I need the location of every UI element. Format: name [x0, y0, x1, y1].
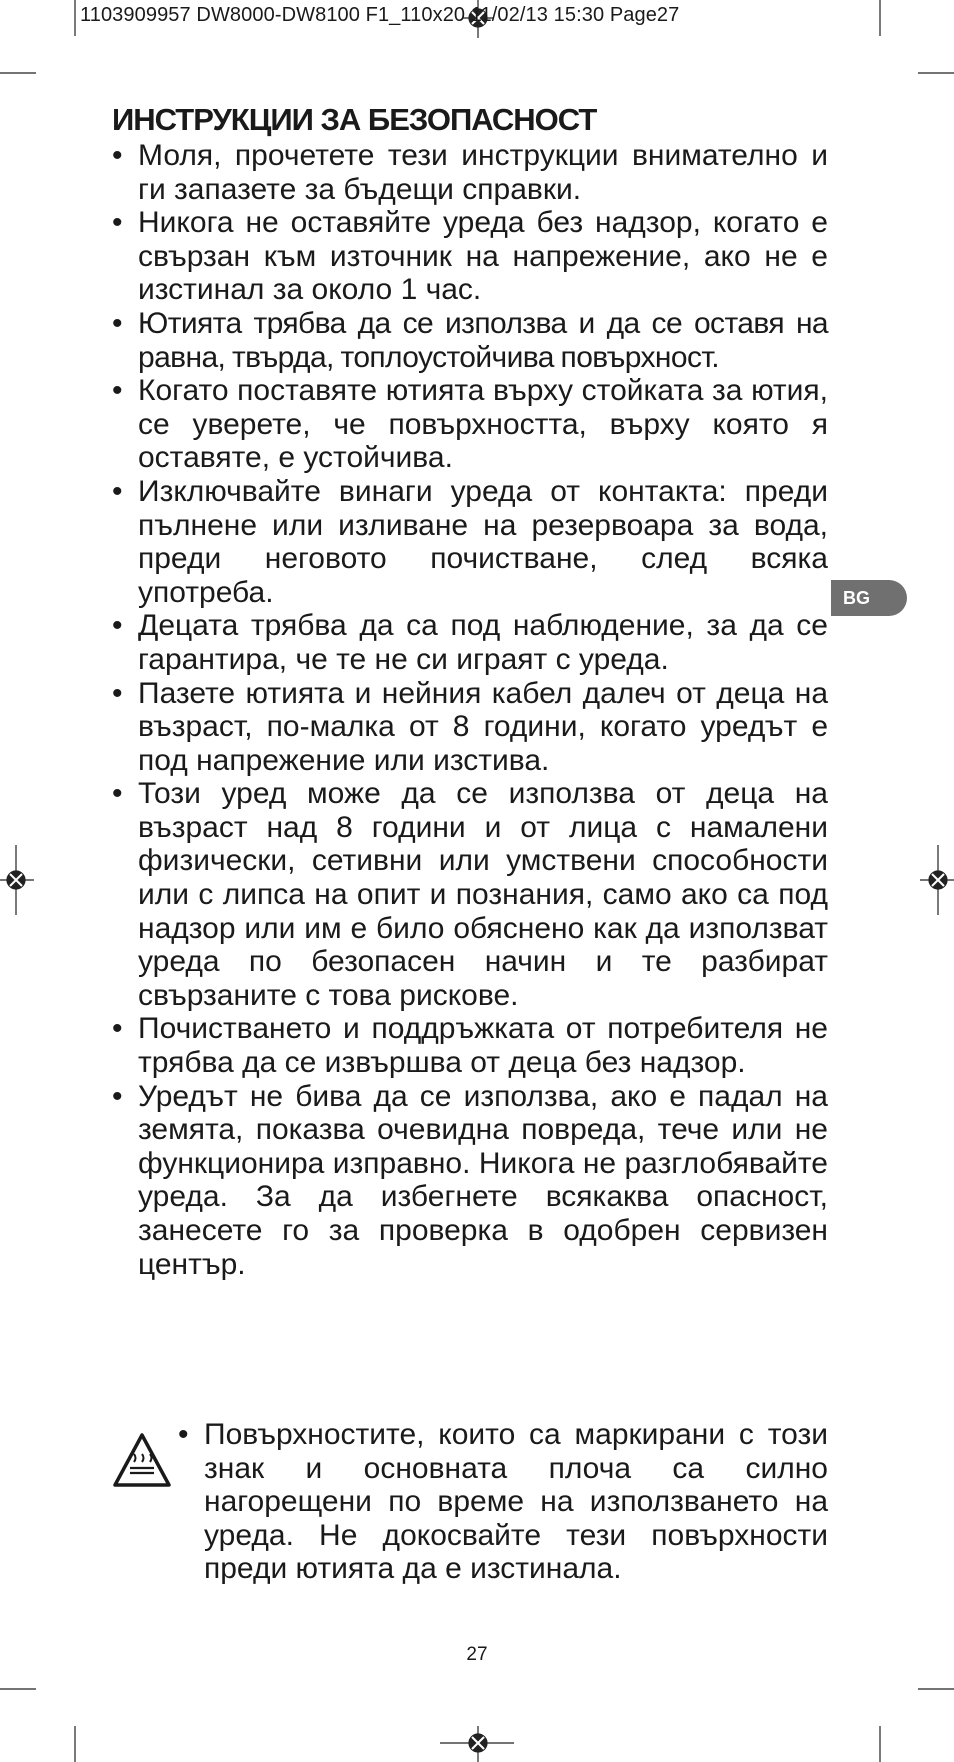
hot-surface-warning-icon [112, 1432, 172, 1488]
item-text: Децата трябва да са под наблюдение, за да се гарантира, че те не си играят с уреда. [138, 609, 828, 676]
list-item [112, 374, 828, 475]
bullet: • [112, 474, 123, 508]
list-item [112, 139, 828, 206]
item-text: Почистването и поддръжката от потребителя не трябва да се извършва от деца без надзор. [138, 1012, 828, 1080]
bullet: • [112, 1012, 123, 1046]
list-item [112, 609, 828, 676]
bullet: • [112, 374, 123, 408]
registration-mark-bottom [469, 1726, 487, 1762]
bullet: • [112, 139, 123, 172]
page-number: 27 [466, 1644, 488, 1665]
safety-instructions-list [112, 139, 828, 1281]
bullet: • [112, 609, 123, 643]
bullet: • [112, 306, 123, 340]
bullet: • [112, 1079, 123, 1113]
list-item [112, 1012, 828, 1079]
item-text: Изключвайте винаги уреда от контакта: преди пълнене или изливане на резервоара за вода, преди неговото почистване, след всяка употреба. [138, 474, 828, 609]
print-header: 1103909957 DW8000-DW8100 F1_110x20 11/02/13 15:30 Page27 [80, 4, 680, 26]
warning-text-block [178, 1418, 828, 1586]
hot-surface-warning [112, 1418, 828, 1620]
item-text: Никога не оставяйте уреда без надзор, когато е свързан към източник на напрежение, ако не е изстинал за около 1 час. [138, 206, 828, 307]
item-text: Уредът не бива да се използва, ако е падал на земята, показва очевидна повреда, тече или не функционира изправно. Никога не разглобявайте уреда. За да избегнете всякаква опасност, занесете го за проверка в одобрен сервизен център. [138, 1079, 828, 1281]
list-item [112, 677, 828, 778]
warning-text: Повърхностите, които са маркирани с този знак и основната плоча са силно нагорещени по време на използването на уреда. Не докосвайте тези повърхности преди ютията да е изстинала. [204, 1418, 828, 1586]
list-item [112, 307, 828, 374]
item-text: Когато поставяте ютията върху стойката за ютия, се уверете, че повърхността, върху която я оставяте, е устойчива. [138, 374, 828, 475]
page-title: ИНСТРУКЦИИ ЗА БЕЗОПАСНОСТ [112, 102, 597, 137]
item-text: Пазете ютията и нейния кабел далеч от деца на възраст, по-малка от 8 години, когато уредът е под напрежение или изстива. [138, 676, 828, 777]
list-item [112, 475, 828, 609]
item-text: Този уред може да се използва от деца на възраст над 8 години и от лица с намалени физически, сетивни или умствени способности или с липса на опит и познания, само ако са под надзор или им е било обяснено как да използват уреда по безопасен начин и те разбират свързаните с това рискове. [138, 777, 828, 1012]
item-text: Ютията трябва да се използва и да се оставя на равна, твърда, топлоустойчива повърхност. [138, 306, 828, 374]
bullet: • [112, 777, 123, 811]
list-item [112, 777, 828, 1012]
language-tab: BG [831, 580, 907, 616]
registration-mark-right [920, 871, 954, 889]
list-item [112, 206, 828, 307]
bullet: • [178, 1418, 189, 1451]
bullet: • [112, 676, 123, 710]
item-text: Моля, прочетете тези инструкции внимателно и ги запазете за бъдещи справки. [138, 139, 828, 206]
bullet: • [112, 206, 123, 240]
registration-mark-left [0, 871, 34, 889]
list-item [112, 1080, 828, 1282]
